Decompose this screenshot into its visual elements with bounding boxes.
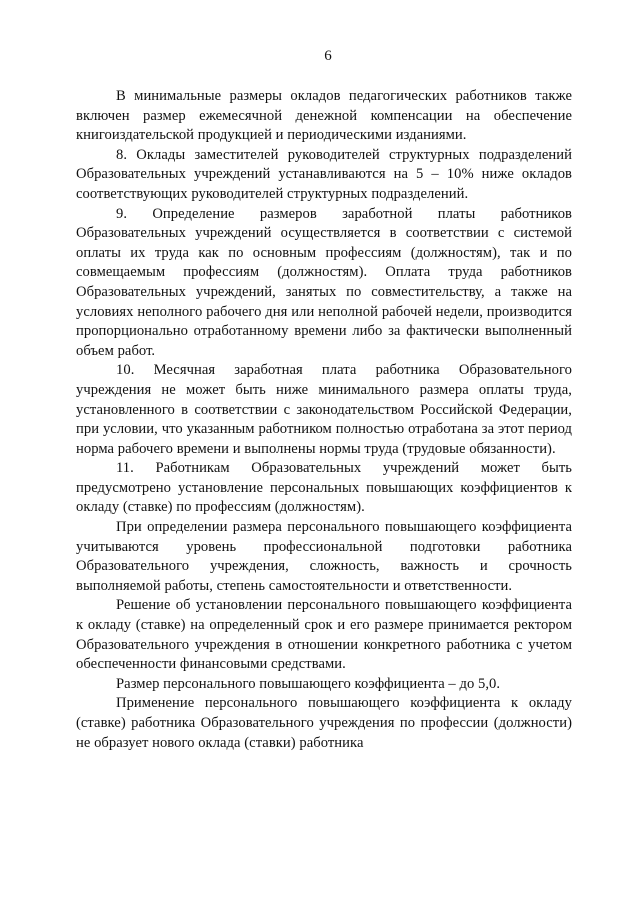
paragraph-4: 10. Месячная заработная плата работника Образовательного учреждения не может быть ниже минимального размера оплаты труда, установленного в соответствии с законодательством Российской Федерации, при условии, что указанным работником полностью отработана за этот период норма рабочего времени и выполнены нормы труда (трудовые обязанности). xyxy=(76,362,572,457)
paragraph-7: Решение об установлении персонального повышающего коэффициента к окладу (ставке) на определенный срок и его размере принимается ректором Образовательного учреждения в отношении конкретного работника с учетом обеспеченности финансовыми средствами. xyxy=(76,597,572,673)
paragraph-1: В минимальные размеры окладов педагогических работников также включен размер ежемесячной денежной компенсации на обеспечение книгоиздательской продукцией и периодическими изданиями. xyxy=(76,88,572,144)
paragraph-8: Размер персонального повышающего коэффициента – до 5,0. xyxy=(116,675,501,692)
page-number: 6 xyxy=(324,48,332,64)
paragraph-5: 11. Работникам Образовательных учреждений может быть предусмотрено установление персональных повышающих коэффициентов к окладу (ставке) по профессиям (должностям). xyxy=(76,460,572,516)
paragraph-9: Применение персонального повышающего коэффициента к окладу (ставке) работника Образовательного учреждения по профессии (должности) не образует нового оклада (ставки) работника xyxy=(76,695,572,751)
paragraph-2: 8. Оклады заместителей руководителей структурных подразделений Образовательных учреждений устанавливаются на 5 – 10% ниже окладов соответствующих руководителей структурных подразделений. xyxy=(76,146,572,202)
paragraph-6: При определении размера персонального повышающего коэффициента учитываются уровень профессиональной подготовки работника Образовательного учреждения, сложность, важность и срочность выполняемой работы, степень самостоятельности и ответственности. xyxy=(76,519,572,594)
paragraph-3: 9. Определение размеров заработной платы работников Образовательных учреждений осуществляется в соответствии с системой оплаты их труда как по основным профессиям (должностям), так и по совмещаемым профессиям (должностям). Оплата труда работников Образовательных учреждений, занятых по совместительству, а также на условиях неполного рабочего дня или неполной рабочей недели, производится пропорционально отработанному времени либо за фактически выполненный объем работ. xyxy=(76,205,572,359)
